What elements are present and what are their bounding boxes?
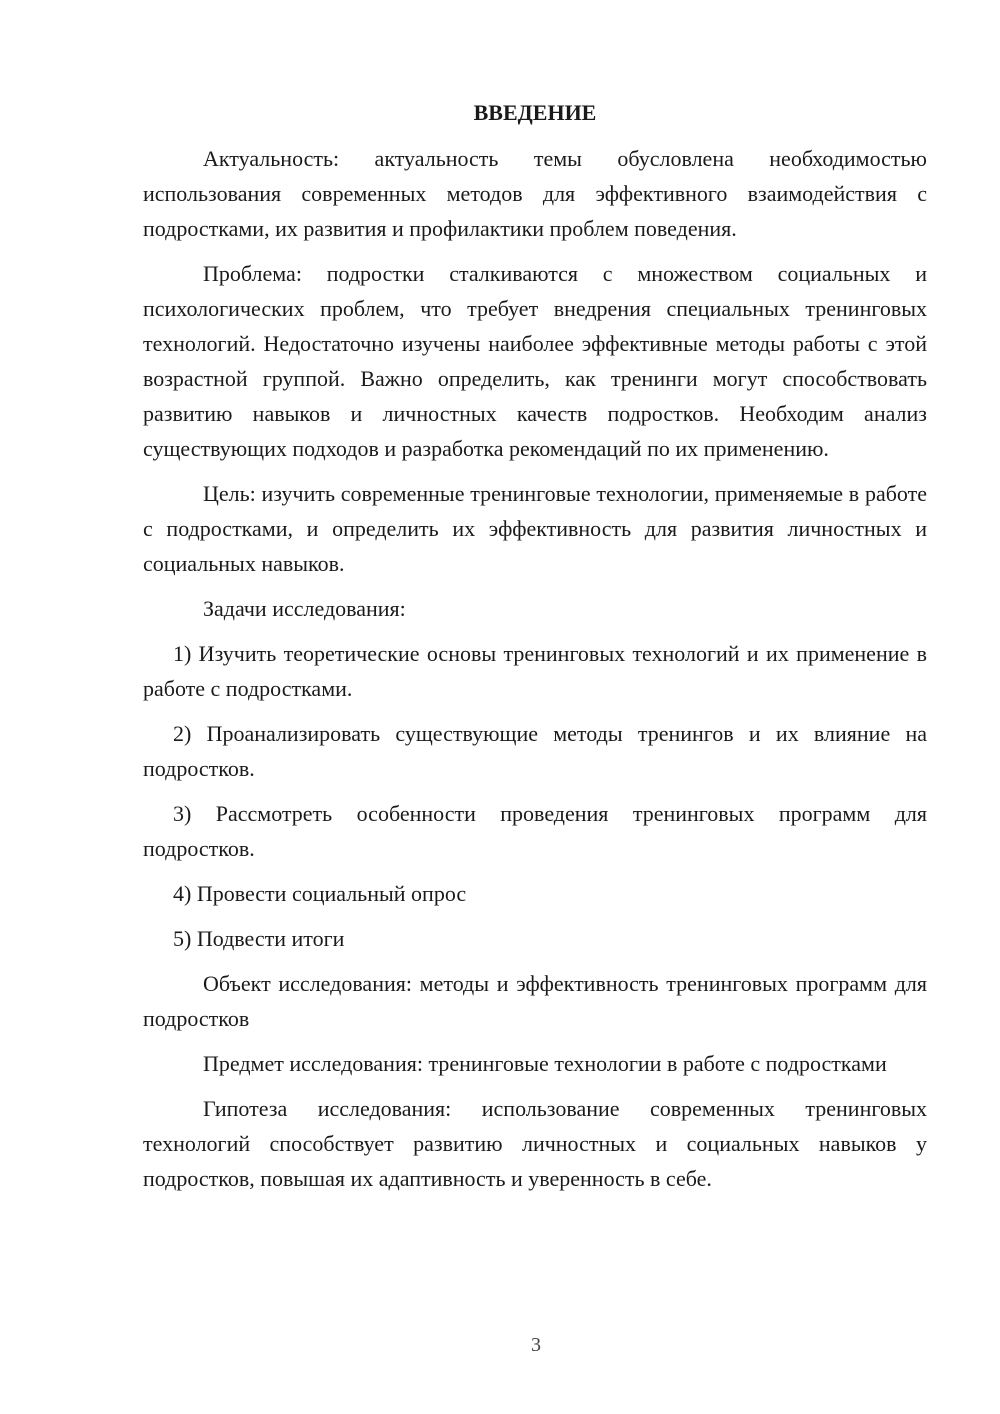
tasks-heading: Задачи исследования: (203, 596, 406, 621)
paragraph-goal: Цель: изучить современные тренинговые технологии, применяемые в работе с подростками, и определить их эффективность для развития личностных и социальных навыков. (143, 481, 927, 576)
task-item-2: 2) Проанализировать существующие методы тренингов и их влияние на подростков. (143, 721, 927, 781)
paragraph-problem: Проблема: подростки сталкиваются с множеством социальных и психологических проблем, что требует внедрения специальных тренинговых технологий. Недостаточно изучены наиболее эффективные методы работы с этой возрастной группой. Важно определить, как тренинги могут способствовать развитию навыков и личностных качеств подростков. Необходим анализ существующих подходов и разработка рекомендаций по их применению. (143, 261, 927, 461)
paragraph-subject: Предмет исследования: тренинговые технологии в работе с подростками (203, 1051, 887, 1076)
paragraph-relevance: Актуальность: актуальность темы обусловлена необходимостью использования современных методов для эффективного взаимодействия с подростками, их развития и профилактики проблем поведения. (143, 146, 927, 241)
task-item-1: 1) Изучить теоретические основы тренинговых технологий и их применение в работе с подростками. (143, 641, 927, 701)
paragraph-object: Объект исследования: методы и эффективность тренинговых программ для подростков (143, 971, 927, 1031)
task-item-5: 5) Подвести итоги (173, 926, 345, 951)
task-item-3: 3) Рассмотреть особенности проведения тренинговых программ для подростков. (143, 801, 927, 861)
page-number: 3 (531, 1334, 541, 1356)
paragraph-hypothesis: Гипотеза исследования: использование современных тренинговых технологий способствует развитию личностных и социальных навыков у подростков, повышая их адаптивность и уверенность в себе. (143, 1096, 927, 1191)
task-item-4: 4) Провести социальный опрос (173, 881, 467, 906)
document-body (143, 95, 927, 1196)
page-title: ВВЕДЕНИЕ (473, 100, 597, 125)
